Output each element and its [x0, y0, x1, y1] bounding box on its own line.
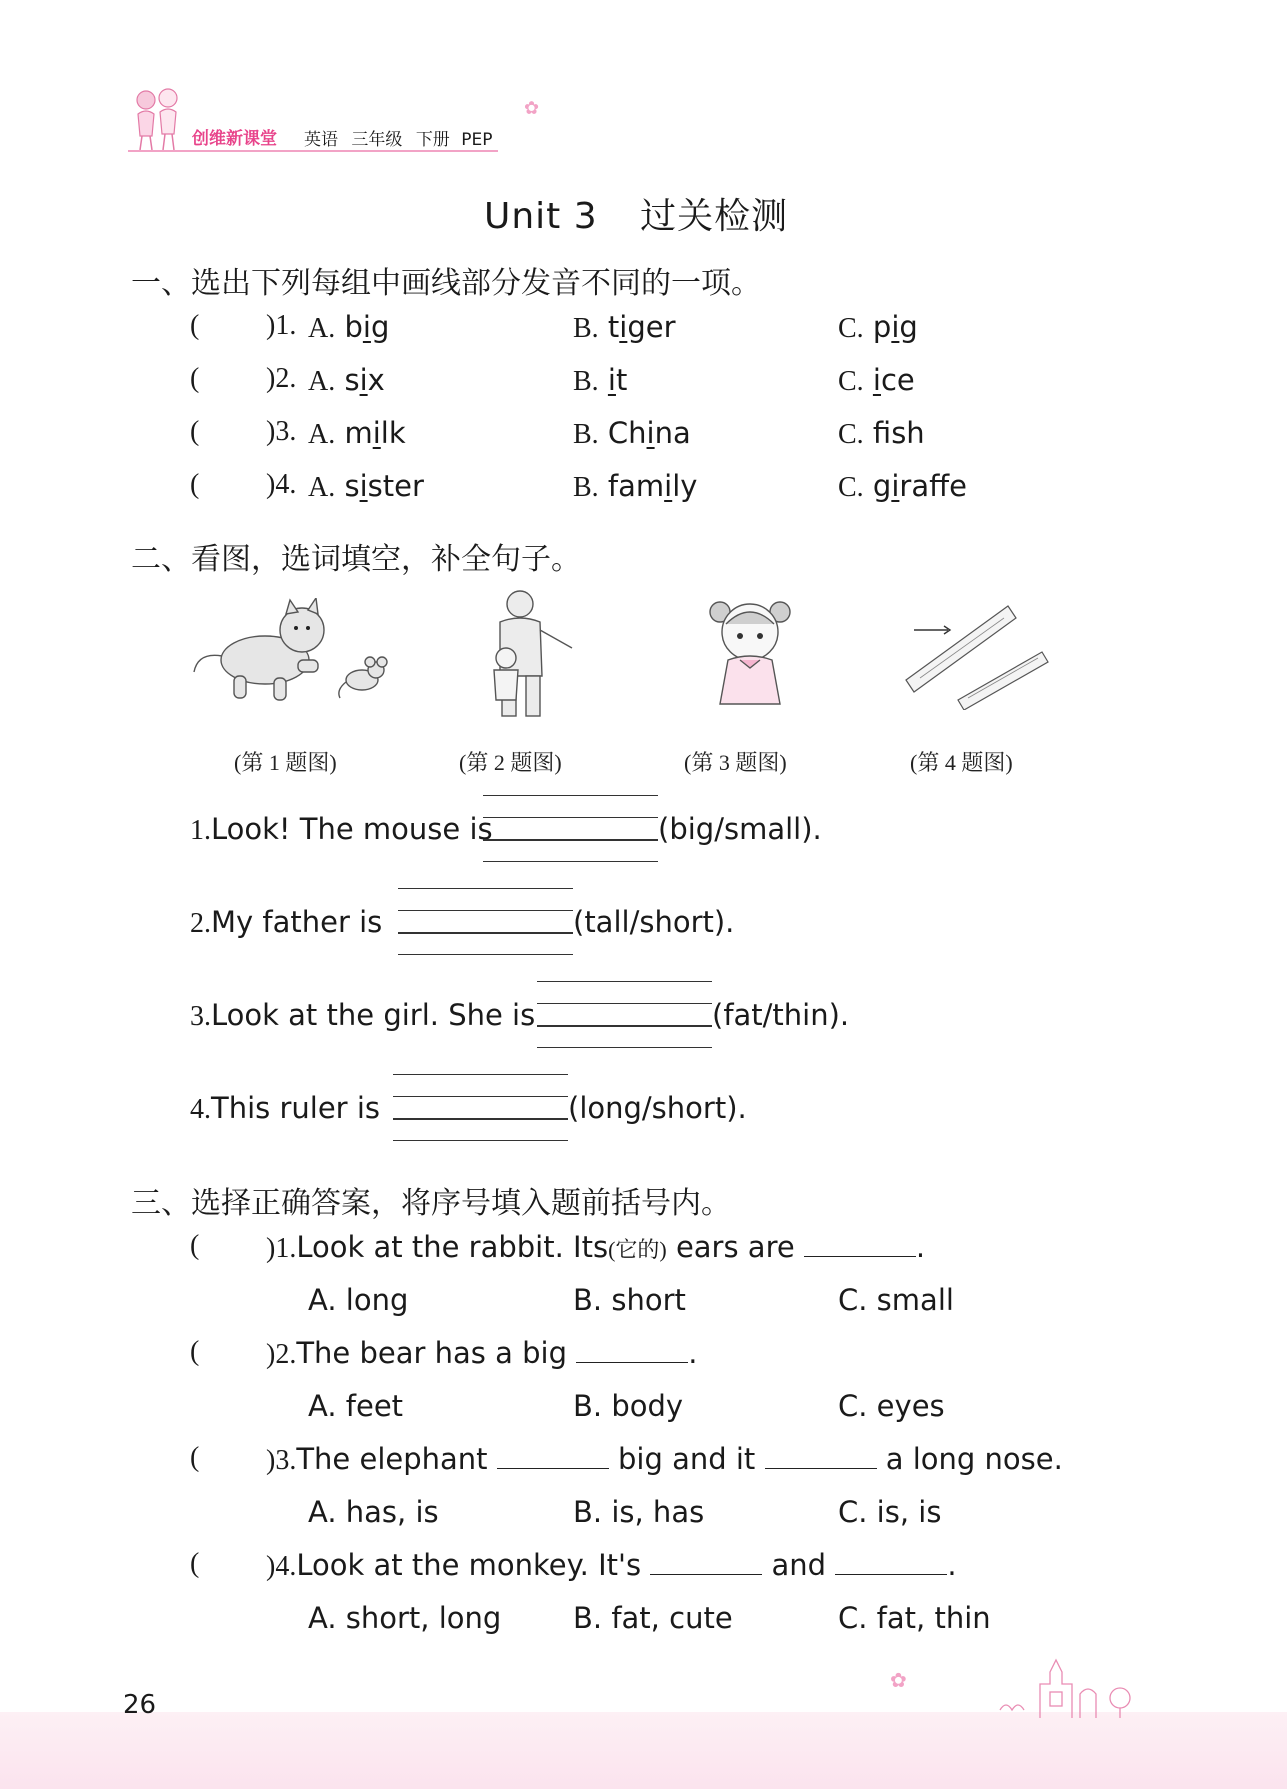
- s3-q1-option-c: C. small: [838, 1283, 954, 1317]
- section2-heading: 二、看图，选词填空，补全句子。: [131, 542, 581, 577]
- s3-q2-option-c: C. eyes: [838, 1389, 945, 1423]
- section3-heading: 三、选择正确答案，将序号填入题前括号内。: [131, 1186, 731, 1221]
- s3-q3-option-a: A. has, is: [308, 1495, 439, 1529]
- s1-row-4: ( )4. A. sister B. family C. giraffe: [190, 469, 967, 503]
- caption-3: (第 3 题图): [684, 750, 787, 775]
- s3-q3-options: [308, 1495, 1208, 1535]
- header-illustration: [128, 86, 188, 154]
- header-meta: [304, 125, 492, 150]
- s3-q2: ( )2.The bear has a big .: [190, 1336, 698, 1370]
- s1-q1-number: )1.: [266, 310, 297, 341]
- s3-q3-blank-2[interactable]: [765, 1468, 877, 1469]
- s2-item-3: 3.Look at the girl. She is: [190, 998, 536, 1032]
- header-bar: [128, 150, 498, 152]
- caption-4: (第 4 题图): [910, 750, 1013, 775]
- s3-q3: ( )3.The elephant big and it a long nose.: [190, 1442, 1063, 1476]
- page-title: [484, 188, 788, 239]
- s3-q3-blank-1[interactable]: [497, 1468, 609, 1469]
- caption-2: (第 2 题图): [459, 750, 562, 775]
- s2-writing-lines-1[interactable]: [483, 795, 658, 861]
- s1-row-2: ( )2. A. six B. it C. ice: [190, 363, 915, 397]
- s2-writing-lines-3[interactable]: [537, 981, 712, 1047]
- s3-q4-number: )4.: [266, 1551, 297, 1582]
- s3-q4-option-a: A. short, long: [308, 1601, 502, 1635]
- caption-1: (第 1 题图): [234, 750, 337, 775]
- s3-q2-options: [308, 1389, 1208, 1429]
- header-subject: 英语: [304, 130, 338, 150]
- s3-q1-blank[interactable]: [804, 1256, 916, 1257]
- s3-q4-options: [308, 1601, 1208, 1641]
- s2-choice-3: (fat/thin).: [712, 998, 850, 1032]
- s1-q4-number: )4.: [266, 469, 297, 500]
- s3-q1-number: )1.: [266, 1233, 297, 1264]
- picture-father-son: [470, 586, 580, 721]
- s1-row-3: ( )3. A. milk B. China C. fsh: [190, 416, 925, 450]
- s1-q2-number: )2.: [266, 363, 297, 394]
- s3-q3-option-c: C. is, is: [838, 1495, 942, 1529]
- s2-choice-1: (big/small).: [658, 812, 822, 846]
- s3-q3-option-b: B. is, has: [573, 1495, 705, 1529]
- picture-cat-mouse: [190, 598, 400, 708]
- s1-row-1: ( )1. A. big B. tiger C. pig: [190, 310, 918, 344]
- castle-decoration-icon: [980, 1650, 1170, 1720]
- s3-q1-options: [308, 1283, 1208, 1323]
- s3-q4: ( )4.Look at the monkey. It's and .: [190, 1548, 957, 1582]
- s2-item-2: 2.My father is: [190, 905, 383, 939]
- header-grade: 三年级: [351, 130, 403, 150]
- header-edition: PEP: [461, 130, 493, 150]
- title-unit: Unit 3: [484, 196, 598, 237]
- flower-decoration-icon: ✿: [890, 1668, 907, 1692]
- title-subtitle: 过关检测: [640, 196, 789, 237]
- s3-q2-option-a: A. feet: [308, 1389, 404, 1423]
- s3-q3-number: )3.: [266, 1445, 297, 1476]
- s2-writing-lines-2[interactable]: [398, 888, 573, 954]
- s3-q4-option-b: B. fat, cute: [573, 1601, 733, 1635]
- header-term: 下册: [415, 130, 450, 150]
- s2-writing-lines-4[interactable]: [393, 1074, 568, 1140]
- s3-q1-option-a: A. long: [308, 1283, 409, 1317]
- s3-q4-blank-1[interactable]: [650, 1574, 762, 1575]
- s3-q1: ( )1.Look at the rabbit. Its(它的) ears are .: [190, 1230, 926, 1264]
- s3-q2-blank[interactable]: [576, 1362, 688, 1363]
- s3-q2-option-b: B. body: [573, 1389, 684, 1423]
- s3-q4-blank-2[interactable]: [835, 1574, 947, 1575]
- s1-q3-number: )3.: [266, 416, 297, 447]
- footer-band: [0, 1712, 1287, 1789]
- s2-choice-2: (tall/short).: [573, 905, 735, 939]
- s3-q2-number: )2.: [266, 1339, 297, 1370]
- flower-icon: ✿: [524, 98, 540, 119]
- s2-item-4: 4.This ruler is: [190, 1091, 380, 1125]
- s2-item-1: 1.Look! The mouse is: [190, 812, 493, 846]
- brand-name: 创维新课堂: [192, 129, 277, 149]
- s3-q1-option-b: B. short: [573, 1283, 686, 1317]
- s2-choice-4: (long/short).: [568, 1091, 747, 1125]
- page-number: 26: [123, 1690, 157, 1720]
- section1-heading: 一、选出下列每组中画线部分发音不同的一项。: [131, 266, 761, 301]
- picture-rulers: [900, 600, 1050, 710]
- s3-q4-option-c: C. fat, thin: [838, 1601, 991, 1635]
- picture-girl: [700, 594, 800, 719]
